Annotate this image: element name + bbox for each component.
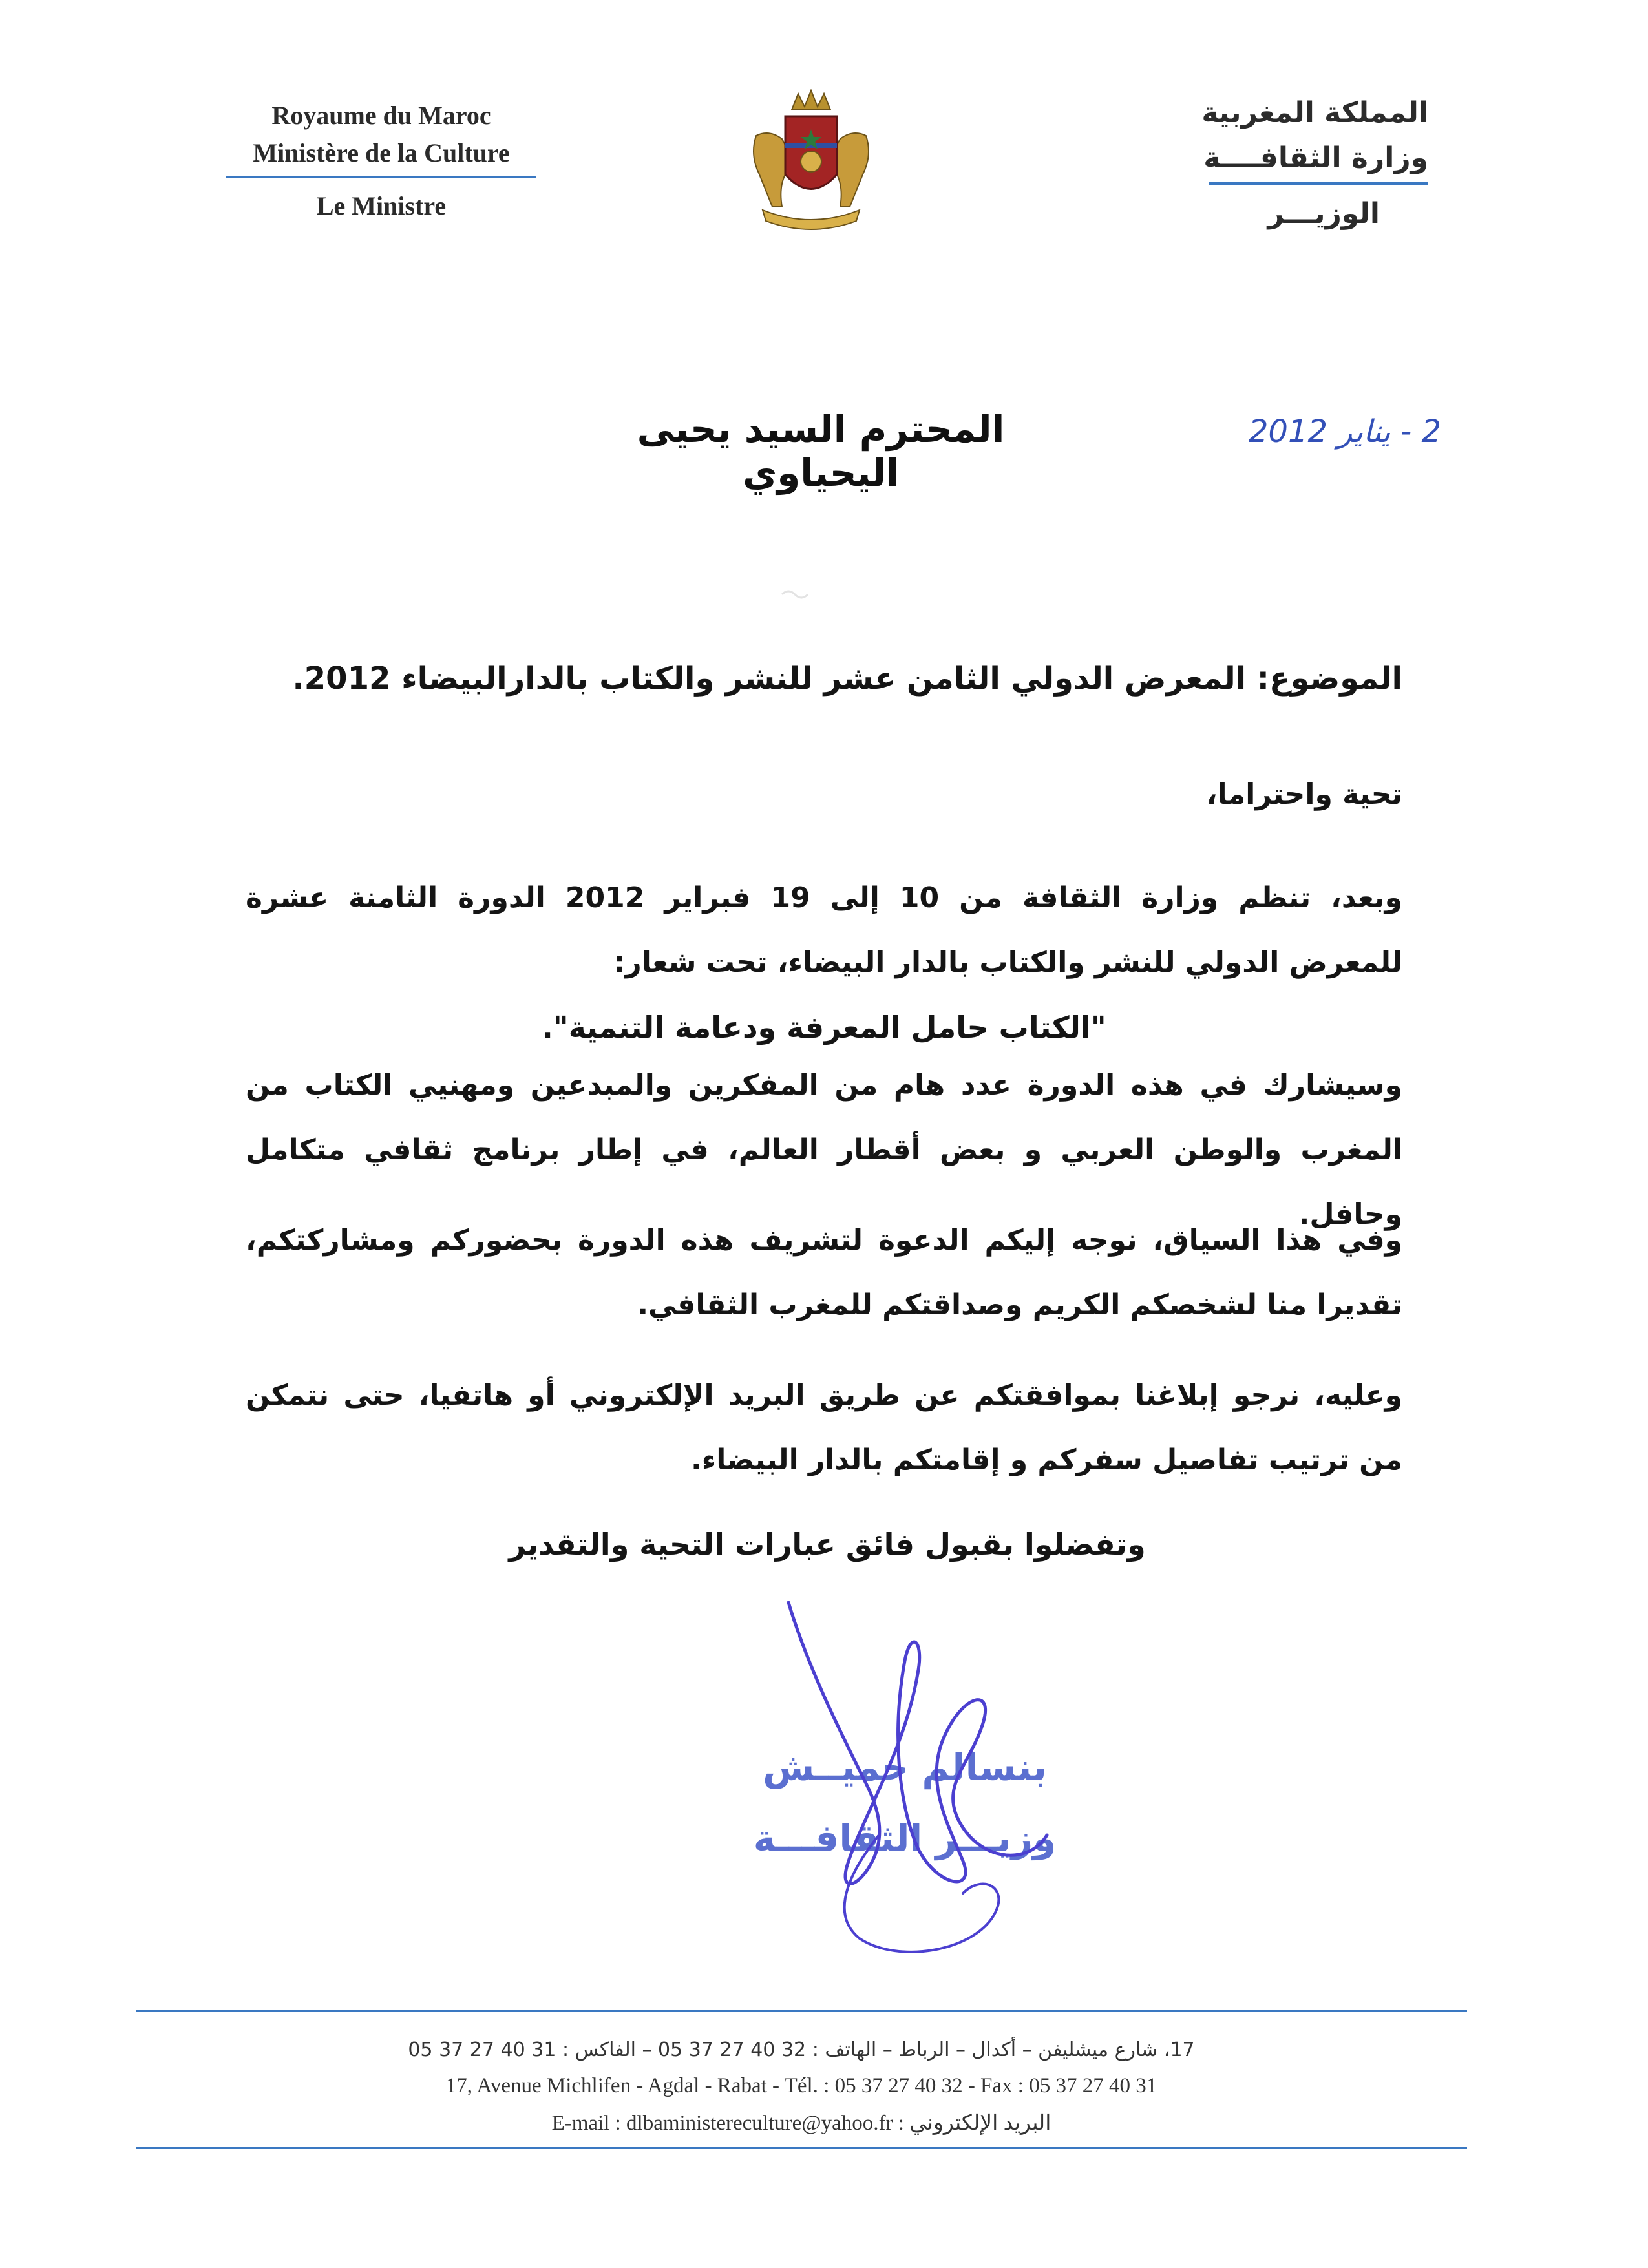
footer-rule-bottom xyxy=(136,2147,1467,2149)
footer-address-fr: 17, Avenue Michlifen - Agdal - Rabat - Tél. : 05 37 27 40 32 - Fax : 05 37 27 40 31 xyxy=(445,2074,1157,2097)
paragraph-4: وعليه، نرجو إبلاغنا بموافقتكم عن طريق البريد الإلكتروني أو هاتفيا، حتى نتمكن من ترتيب تفاصيل سفركم و إقامتكم بالدار البيضاء. xyxy=(246,1379,1402,1476)
minister-title-ar: الوزيـــر xyxy=(1267,197,1380,230)
paragraph-2: وسيشارك في هذه الدورة عدد هام من المفكرين والمبدعين ومهنيي الكتاب من المغرب والوطن العربي و بعض أقطار العالم، في إطار برنامج ثقافي متكامل وحافل. xyxy=(246,1069,1402,1231)
country-name-ar: المملكة المغربية xyxy=(1201,96,1428,129)
letter-date: 2 - يناير 2012 xyxy=(1248,414,1441,450)
signatory-name: بنسالم حميــش xyxy=(763,1745,1047,1789)
greeting: تحية واحتراما، xyxy=(1206,778,1402,811)
addressee: المحترم السيد يحيى اليحياوي xyxy=(637,407,1005,495)
subject-text: المعرض الدولي الثامن عشر للنشر والكتاب بالدارالبيضاء 2012. xyxy=(292,660,1247,697)
letterhead-fr xyxy=(213,97,549,225)
ministry-name-fr: Ministère de la Culture xyxy=(253,138,510,167)
letterhead-rule-fr xyxy=(226,176,536,178)
subject-label: الموضوع: xyxy=(1256,660,1402,697)
paragraph-1: وبعد، تنظم وزارة الثقافة من 10 إلى 19 فبراير 2012 الدورة الثامنة عشرة للمعرض الدولي للنشر والكتاب بالدار البيضاء، تحت شعار: xyxy=(246,881,1402,979)
coat-of-arms-icon xyxy=(737,84,885,233)
subject-line xyxy=(246,646,1402,711)
handwritten-signature-icon xyxy=(750,1590,1086,1977)
closing-line: وتفضلوا بقبول فائق عبارات التحية والتقدير xyxy=(509,1527,1146,1562)
footer-address-ar: 17، شارع ميشليفن – أكدال – الرباط – الهاتف : 32 40 27 37 05 – الفاكس : 31 40 27 37 05 xyxy=(408,2039,1195,2061)
footer-rule-top xyxy=(136,2010,1467,2012)
ministry-name-ar: وزارة الثقافــــة xyxy=(1203,142,1428,174)
country-name-fr: Royaume du Maroc xyxy=(271,101,491,130)
footer-email: E-mail : dlbaministereculture@yahoo.fr : البريد الإلكتروني xyxy=(551,2112,1051,2135)
letterhead-rule-ar xyxy=(1209,182,1428,185)
faint-mark-icon xyxy=(776,582,814,607)
signatory-title: وزيـــر الثقافـــة xyxy=(753,1816,1057,1860)
motto: "الكتاب حامل المعرفة ودعامة التنمية". xyxy=(542,1010,1106,1045)
paragraph-3: وفي هذا السياق، نوجه إليكم الدعوة لتشريف هذه الدورة بحضوركم ومشاركتكم، تقديرا منا لشخصكم الكريم وصداقتكم للمغرب الثقافي. xyxy=(246,1224,1402,1321)
letterhead-ar xyxy=(1092,90,1428,236)
minister-title-fr: Le Ministre xyxy=(316,191,447,220)
